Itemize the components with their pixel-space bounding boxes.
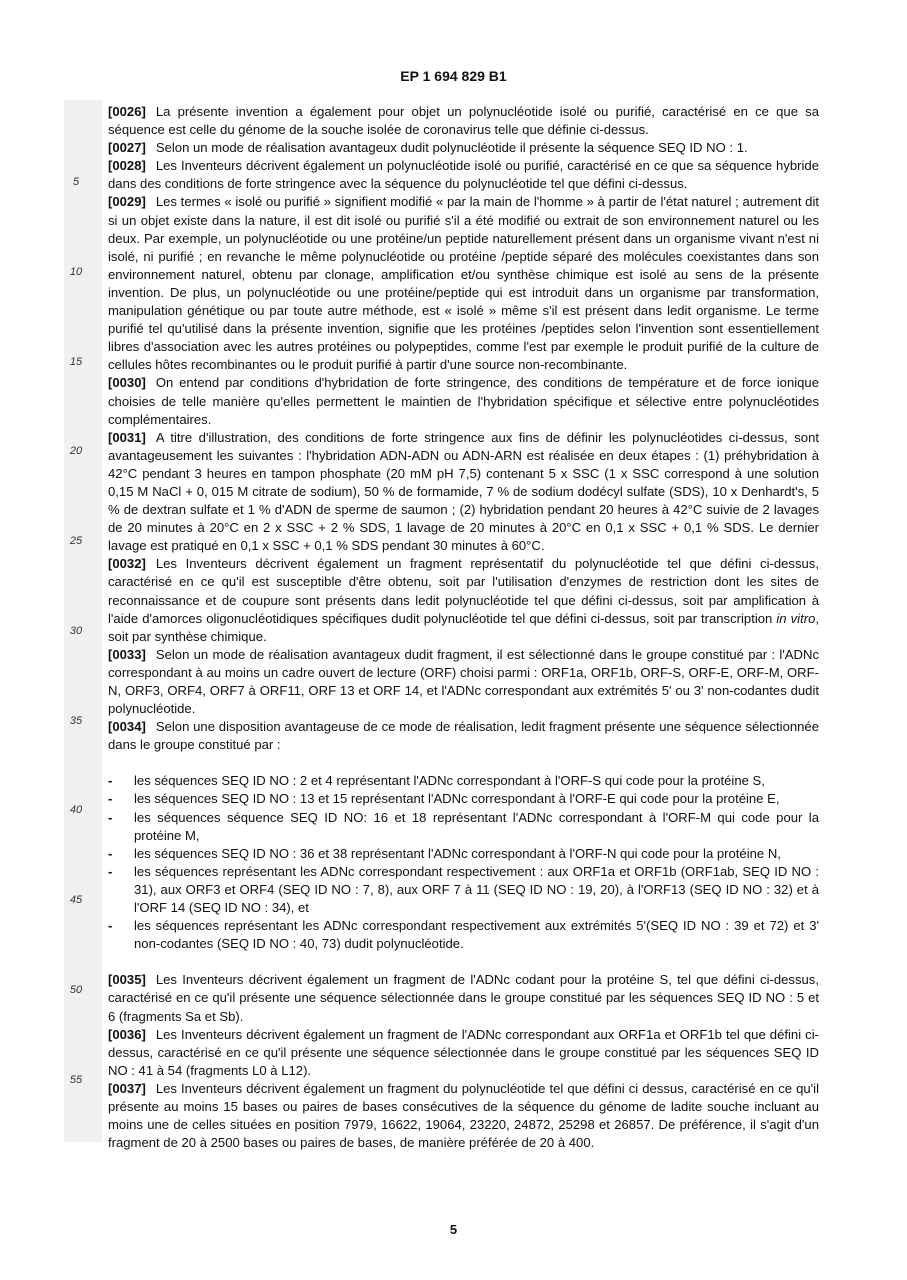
paragraph-text: Selon un mode de réalisation avantageux dudit polynucléotide il présente la séquence SEQ ID NO : 1. (155, 140, 748, 156)
list-item-text: les séquences représentant les ADNc correspondant respectivement aux extrémités 5'(SEQ ID NO : 39 et 72) et 3' non-codantes (SEQ ID NO : 40, 73) dudit polynucléotide. (134, 918, 819, 952)
paragraph-0029 (108, 193, 819, 374)
paragraph-0036 (108, 1026, 819, 1080)
list-item (108, 772, 819, 790)
paragraph-0028 (108, 157, 819, 193)
paragraph-ref: [0034] (108, 719, 146, 735)
paragraph-ref: [0026] (108, 104, 146, 119)
line-number: 50 (69, 984, 83, 996)
list-item (108, 845, 819, 863)
bullet-dash: - (108, 863, 113, 879)
paragraph-ref: [0031] (108, 429, 146, 445)
bullet-dash: - (108, 845, 113, 861)
list-item-text: les séquences SEQ ID NO : 2 et 4 représentant l'ADNc correspondant à l'ORF-S qui code pour la protéine S, (134, 773, 765, 789)
paragraph-ref: [0029] (108, 194, 146, 210)
list-item (108, 917, 819, 953)
paragraph-text: Selon un mode de réalisation avantageux dudit fragment, il est sélectionné dans le groupe constitué par : l'ADNc correspondant à au moins un cadre ouvert de lecture (ORF) choisi parmi : ORF1a, ORF1b, ORF-S, ORF-E, ORF-M, ORF-N, ORF3, ORF4, ORF7 à ORF11, ORF 13 et ORF 14, et l'ADNc correspondant aux extrémités 5' ou 3' non-codantes dudit polynucléotide. (108, 646, 819, 717)
line-number: 30 (69, 625, 83, 637)
line-number: 10 (69, 266, 83, 278)
paragraph-italic: in vitro (776, 610, 816, 626)
bullet-dash: - (108, 773, 113, 789)
bullet-dash: - (108, 809, 113, 825)
paragraph-ref: [0027] (108, 140, 146, 156)
paragraph-text: La présente invention a également pour objet un polynucléotide isolé ou purifié, caractérisé en ce que sa séquence est celle du génome de la souche isolée de coronavirus telle que définie ci-dessus. (108, 104, 819, 138)
line-number: 5 (72, 176, 80, 188)
paragraph-0033 (108, 646, 819, 718)
paragraph-text: Selon une disposition avantageuse de ce mode de réalisation, ledit fragment présente une séquence sélectionnée dans le groupe constitué par : (108, 719, 819, 753)
paragraph-ref: [0033] (108, 646, 146, 662)
paragraph-text-after: , soit par synthèse chimique. (108, 610, 819, 644)
paragraph-ref: [0028] (108, 158, 146, 174)
paragraph-ref: [0035] (108, 972, 146, 988)
list-item-text: les séquences SEQ ID NO : 13 et 15 représentant l'ADNc correspondant à l'ORF-E qui code pour la protéine E, (134, 791, 780, 807)
paragraph-0034 (108, 718, 819, 754)
paragraph-0032 (108, 555, 819, 645)
list-item-text: les séquences séquence SEQ ID NO: 16 et 18 représentant l'ADNc correspondant à l'ORF-M qui code pour la protéine M, (134, 809, 819, 843)
list-item (108, 809, 819, 845)
paragraph-text: Les termes « isolé ou purifié » signifient modifié « par la main de l'homme » à partir de l'état naturel ; autrement dit si un objet existe dans la nature, il est dit isolé ou purifié s'il a été modifié ou extrait de son environnement naturel ou les deux. Par exemple, un polynucléotide ou une protéine/un peptide naturellement présent dans un organisme vivant n'est ni isolé, ni purifié ; en revanche le même polynucléotide ou protéine /peptide séparé des molécules coexistantes dans son environnement naturel, obtenu par clonage, amplification et/ou synthèse chimique est isolé au sens de la présente invention. De plus, un polynucléotide ou une protéine/peptide qui est introduit dans un organisme par transformation, manipulation génétique ou par toute autre méthode, est « isolé » même s'il est présent dans ledit organisme. Le terme purifié tel qu'utilisé dans la présente invention, signifie que les protéines /peptides selon l'invention sont essentiellement libres d'association avec les autres protéines ou polypeptides, comme l'est par exemple le produit purifié de la culture de cellules hôtes recombinantes ou le produit purifié à partir d'une source non-recombinante. (108, 194, 819, 373)
paragraph-ref: [0037] (108, 1080, 146, 1096)
line-number: 15 (69, 356, 83, 368)
line-number: 35 (69, 715, 83, 727)
paragraph-text: On entend par conditions d'hybridation de forte stringence, des conditions de température et de force ionique choisies de telle manière qu'elles permettent le maintien de l'hybridation spécifique et sélective entre polynucléotides complémentaires. (108, 375, 819, 427)
line-number: 45 (69, 894, 83, 906)
page-number: 5 (449, 1222, 458, 1237)
description-body (108, 103, 819, 1152)
paragraph-text: A titre d'illustration, des conditions de forte stringence aux fins de définir les polynucléotides ci-dessus, sont avantageusement les suivantes : l'hybridation ADN-ADN ou ADN-ARN est réalisée en deux étapes : (1) préhybridation à 42°C pendant 3 heures en tampon phosphate (20 mM pH 7,5) contenant 5 x SSC (1 x SSC correspond à une solution 0,15 M NaCl + 0, 015 M citrate de sodium), 50 % de formamide, 7 % de sodium dodécyl sulfate (SDS), 10 x Denhardt's, 5 % de dextran sulfate et 1 % d'ADN de sperme de saumon ; (2) hybridation pendant 20 heures à 42°C suivie de 2 lavages de 20 minutes à 20°C en 2 x SSC + 2 % SDS, 1 lavage de 20 minutes à 20°C en 0,1 x SSC + 0,1 % SDS. Le dernier lavage est pratiqué en 0,1 x SSC + 0,1 % SDS pendant 30 minutes à 60°C. (108, 429, 819, 554)
paragraph-0035 (108, 971, 819, 1025)
line-number: 55 (69, 1074, 83, 1086)
paragraph-0031 (108, 429, 819, 556)
paragraph-text: Les Inventeurs décrivent également un fragment de l'ADNc codant pour la protéine S, tel que défini ci-dessus, caractérisé en ce qu'il présente une séquence sélectionnée dans le groupe constitué par les séquences SEQ ID NO : 5 et 6 (fragments Sa et Sb). (108, 972, 819, 1024)
line-number: 25 (69, 535, 83, 547)
list-item-text: les séquences représentant les ADNc correspondant respectivement : aux ORF1a et ORF1b (ORF1ab, SEQ ID NO : 31), aux ORF3 et ORF4 (SEQ ID NO : 7, 8), aux ORF 7 à 11 (SEQ ID NO : 19, 20), à l'ORF13 (SEQ ID NO : 32) et à l'ORF 14 (SEQ ID NO : 34), et (134, 863, 819, 916)
paragraph-ref: [0036] (108, 1026, 146, 1042)
list-item-text: les séquences SEQ ID NO : 36 et 38 représentant l'ADNc correspondant à l'ORF-N qui code pour la protéine N, (134, 845, 781, 861)
paragraph-0026 (108, 103, 819, 139)
paragraph-text: Les Inventeurs décrivent également un fragment représentatif du polynucléotide tel que défini ci-dessus, caractérisé en ce qu'il est susceptible d'être obtenu, soit par l'utilisation d'enzymes de restriction dont les sites de reconnaissance et de coupure sont présents dans ledit polynucléotide tel que défini ci-dessus, soit par amplification à l'aide d'amorces oligonucléotidiques spécifiques dudit polynucléotide tel que défini ci-dessus, soit par transcription (108, 556, 819, 626)
paragraph-ref: [0032] (108, 556, 146, 572)
list-item (108, 863, 819, 917)
line-number: 40 (69, 804, 83, 816)
paragraph-text: Les Inventeurs décrivent également un polynucléotide isolé ou purifié, caractérisé en ce que sa séquence hybride dans des conditions de forte stringence avec la séquence du polynucléotide tel que défini ci-dessus. (108, 158, 819, 192)
bullet-dash: - (108, 791, 113, 807)
line-number: 20 (69, 445, 83, 457)
list-item (108, 790, 819, 808)
paragraph-0030 (108, 374, 819, 428)
paragraph-ref: [0030] (108, 375, 146, 391)
sequence-list (108, 772, 819, 953)
bullet-dash: - (108, 918, 113, 934)
paragraph-text: Les Inventeurs décrivent également un fragment du polynucléotide tel que défini ci dessus, caractérisé en ce qu'il présente au moins 15 bases ou paires de bases consécutives de la séquence du génome de ladite souche incluant au moins une de celles situées en position 7979, 16622, 19064, 23220, 24872, 25298 et 26857. De préférence, il s'agit d'un fragment de 20 à 2500 bases ou paires de bases, de manière préférée de 20 à 400. (108, 1080, 819, 1151)
paragraph-0037 (108, 1080, 819, 1152)
paragraph-text: Les Inventeurs décrivent également un fragment de l'ADNc correspondant aux ORF1a et ORF1b tel que défini ci-dessus, caractérisé en ce qu'il présente une séquence sélectionnée dans le groupe constitué par les séquences SEQ ID NO : 41 à 54 (fragments L0 à L12). (108, 1026, 819, 1078)
patent-number-header: EP 1 694 829 B1 (400, 68, 507, 84)
paragraph-0027 (108, 139, 819, 157)
